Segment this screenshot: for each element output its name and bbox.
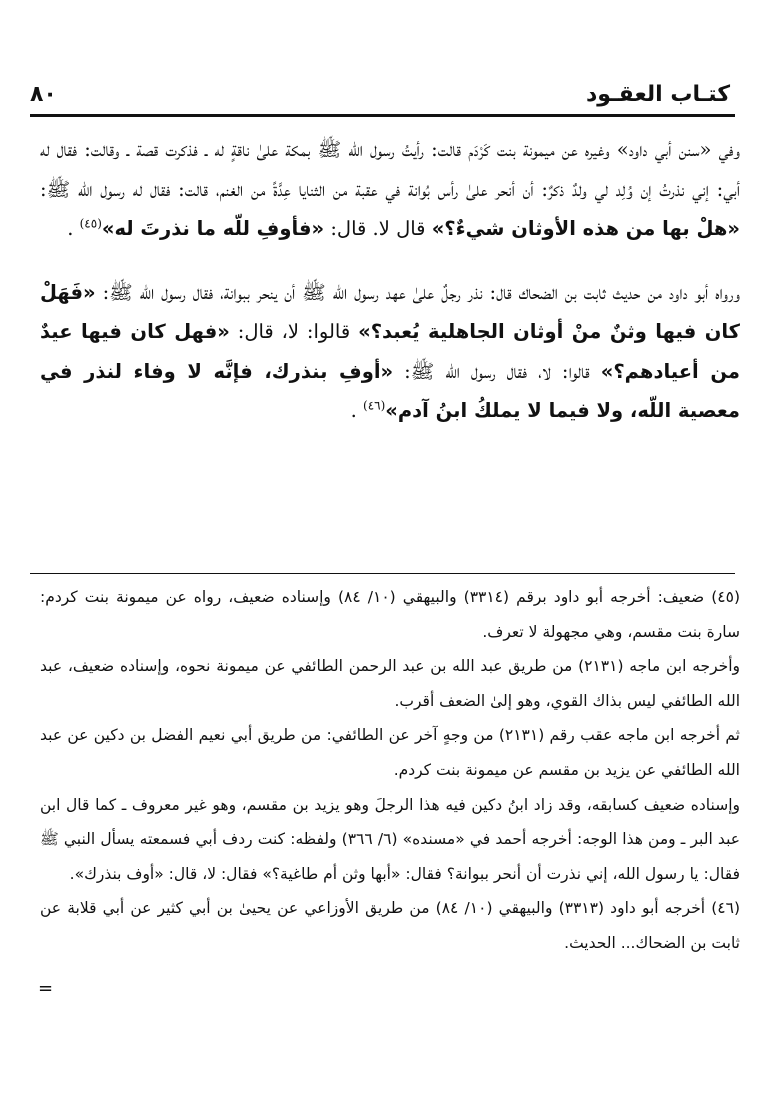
footnote-item: (٤٥) ضعيف: أخرجه أبو داود برقم (٣٣١٤) والبيهقي (١٠/ ٨٤) وإسناده ضعيف، رواه عن ميمونة بنت كردم: سارة بنت مقسم، وهي مجهولة لا تعرف.: [40, 588, 741, 641]
header-rule: [30, 114, 735, 117]
p1-text-1: وفي «سنن أبي داود» وغيره عن ميمونة بنت كَرْدَم قالت: رأيتُ رسول اللّه ﷺ بمكة علىٰ ناقةٍ له ـ فذكرت قصة ـ وقالت: فقال له أبي: إني نذرتُ إن وُلِد لي ولدٌ ذكرٌ: أن أنحر علىٰ رأس بُوانة في عقبة من الثنايا عِدَّةً من الغنم، قالت: فقال له رسول اللّه ﷺ:: [40, 138, 740, 201]
footnote-item: وأخرجه ابن ماجه (٢١٣١) من طريق عبد الله بن عبد الرحمن الطائفي عن ميمونة نحوه، وإسناده ضعيف، عبد الله الطائفي ليس بذاك القوي، وهو إلىٰ الضعف أقرب.: [40, 657, 741, 710]
footnote-item: (٤٦) أخرجه أبو داود (٣٣١٣) والبيهقي (١٠/ ٨٤) من طريق الأوزاعي عن يحيىٰ بن أبي كثير عن أبي قلابة عن ثابت بن الضحاك... الحديث.: [40, 899, 741, 952]
p1-end: .: [67, 217, 80, 240]
page-header: [30, 80, 730, 116]
p2-quote-2: «فهل كان فيها عيدٌ من أعيادهم؟»: [40, 320, 740, 383]
main-text: [40, 130, 740, 455]
footnotes: [40, 580, 740, 961]
p1-quote-2: «فأوفِ للّه ما نذرتَ له»: [101, 217, 325, 240]
footnote-item: ثم أخرجه ابن ماجه عقب رقم (٢١٣١) من وجهٍ آخر عن الطائفي: من طريق أبي نعيم الفضل بن دكين عن عبد الله الطائفي عن يزيد بن مقسم عن ميمونة بنت كردم.: [40, 726, 740, 779]
p2-text-2: قالوا: لا، قال:: [229, 320, 359, 343]
footnote-ref-45[interactable]: (٤٥): [79, 216, 102, 231]
paragraph-2: [40, 273, 740, 431]
footnote-item: وإسناده ضعيف كسابقه، وقد زاد ابنُ دكين فيه هذا الرجلَ وهو يزيد بن مقسم، وهو غير معروف ـ كما قال ابن عبد البر ـ ومن هذا الوجه: أخرجه أحمد في «مسنده» (٦/ ٣٦٦) ولفظه: كنت ردف أبي فسمعته يسأل النبي ﷺ فقال: يا رسول الله، إني نذرت أن أنحر ببوانة؟ فقال: «أبها وثن أم طاغية؟» فقال: لا، قال: «أوف بنذرك».: [40, 795, 740, 883]
p1-text-2: قال لا. قال:: [324, 217, 432, 240]
continuation-mark: =: [38, 978, 54, 999]
page-number: ٨٠: [30, 82, 57, 107]
p2-end: .: [350, 399, 363, 422]
footnote-ref-46[interactable]: (٤٦): [363, 398, 386, 413]
p2-text-3: قالوا: لا، فقال رسول اللّه ﷺ:: [393, 359, 601, 383]
book-title: كتـاب العقـود: [586, 82, 730, 107]
p2-text-1: ورواه أبو داود من حديث ثابت بن الضحاك قال: نذر رجلٌ علىٰ عهد رسول الله ﷺ أن ينحر ببوانة، فقال رسول اللّه ﷺ:: [95, 280, 740, 304]
p1-quote-1: «هلْ بها من هذه الأوثان شيءٌ؟»: [431, 217, 740, 240]
p2-quote-1: «فَهَلْ كان فيها وثنٌ منْ أوثان الجاهلية يُعبد؟»: [40, 280, 740, 343]
footnotes-rule: [30, 573, 735, 574]
p2-quote-3: «أوفِ بنذرك، فإنَّه لا وفاء لنذر في معصية اللّه، ولا فيما لا يملكُ ابنُ آدم»: [40, 359, 740, 422]
paragraph-1: [40, 130, 740, 249]
